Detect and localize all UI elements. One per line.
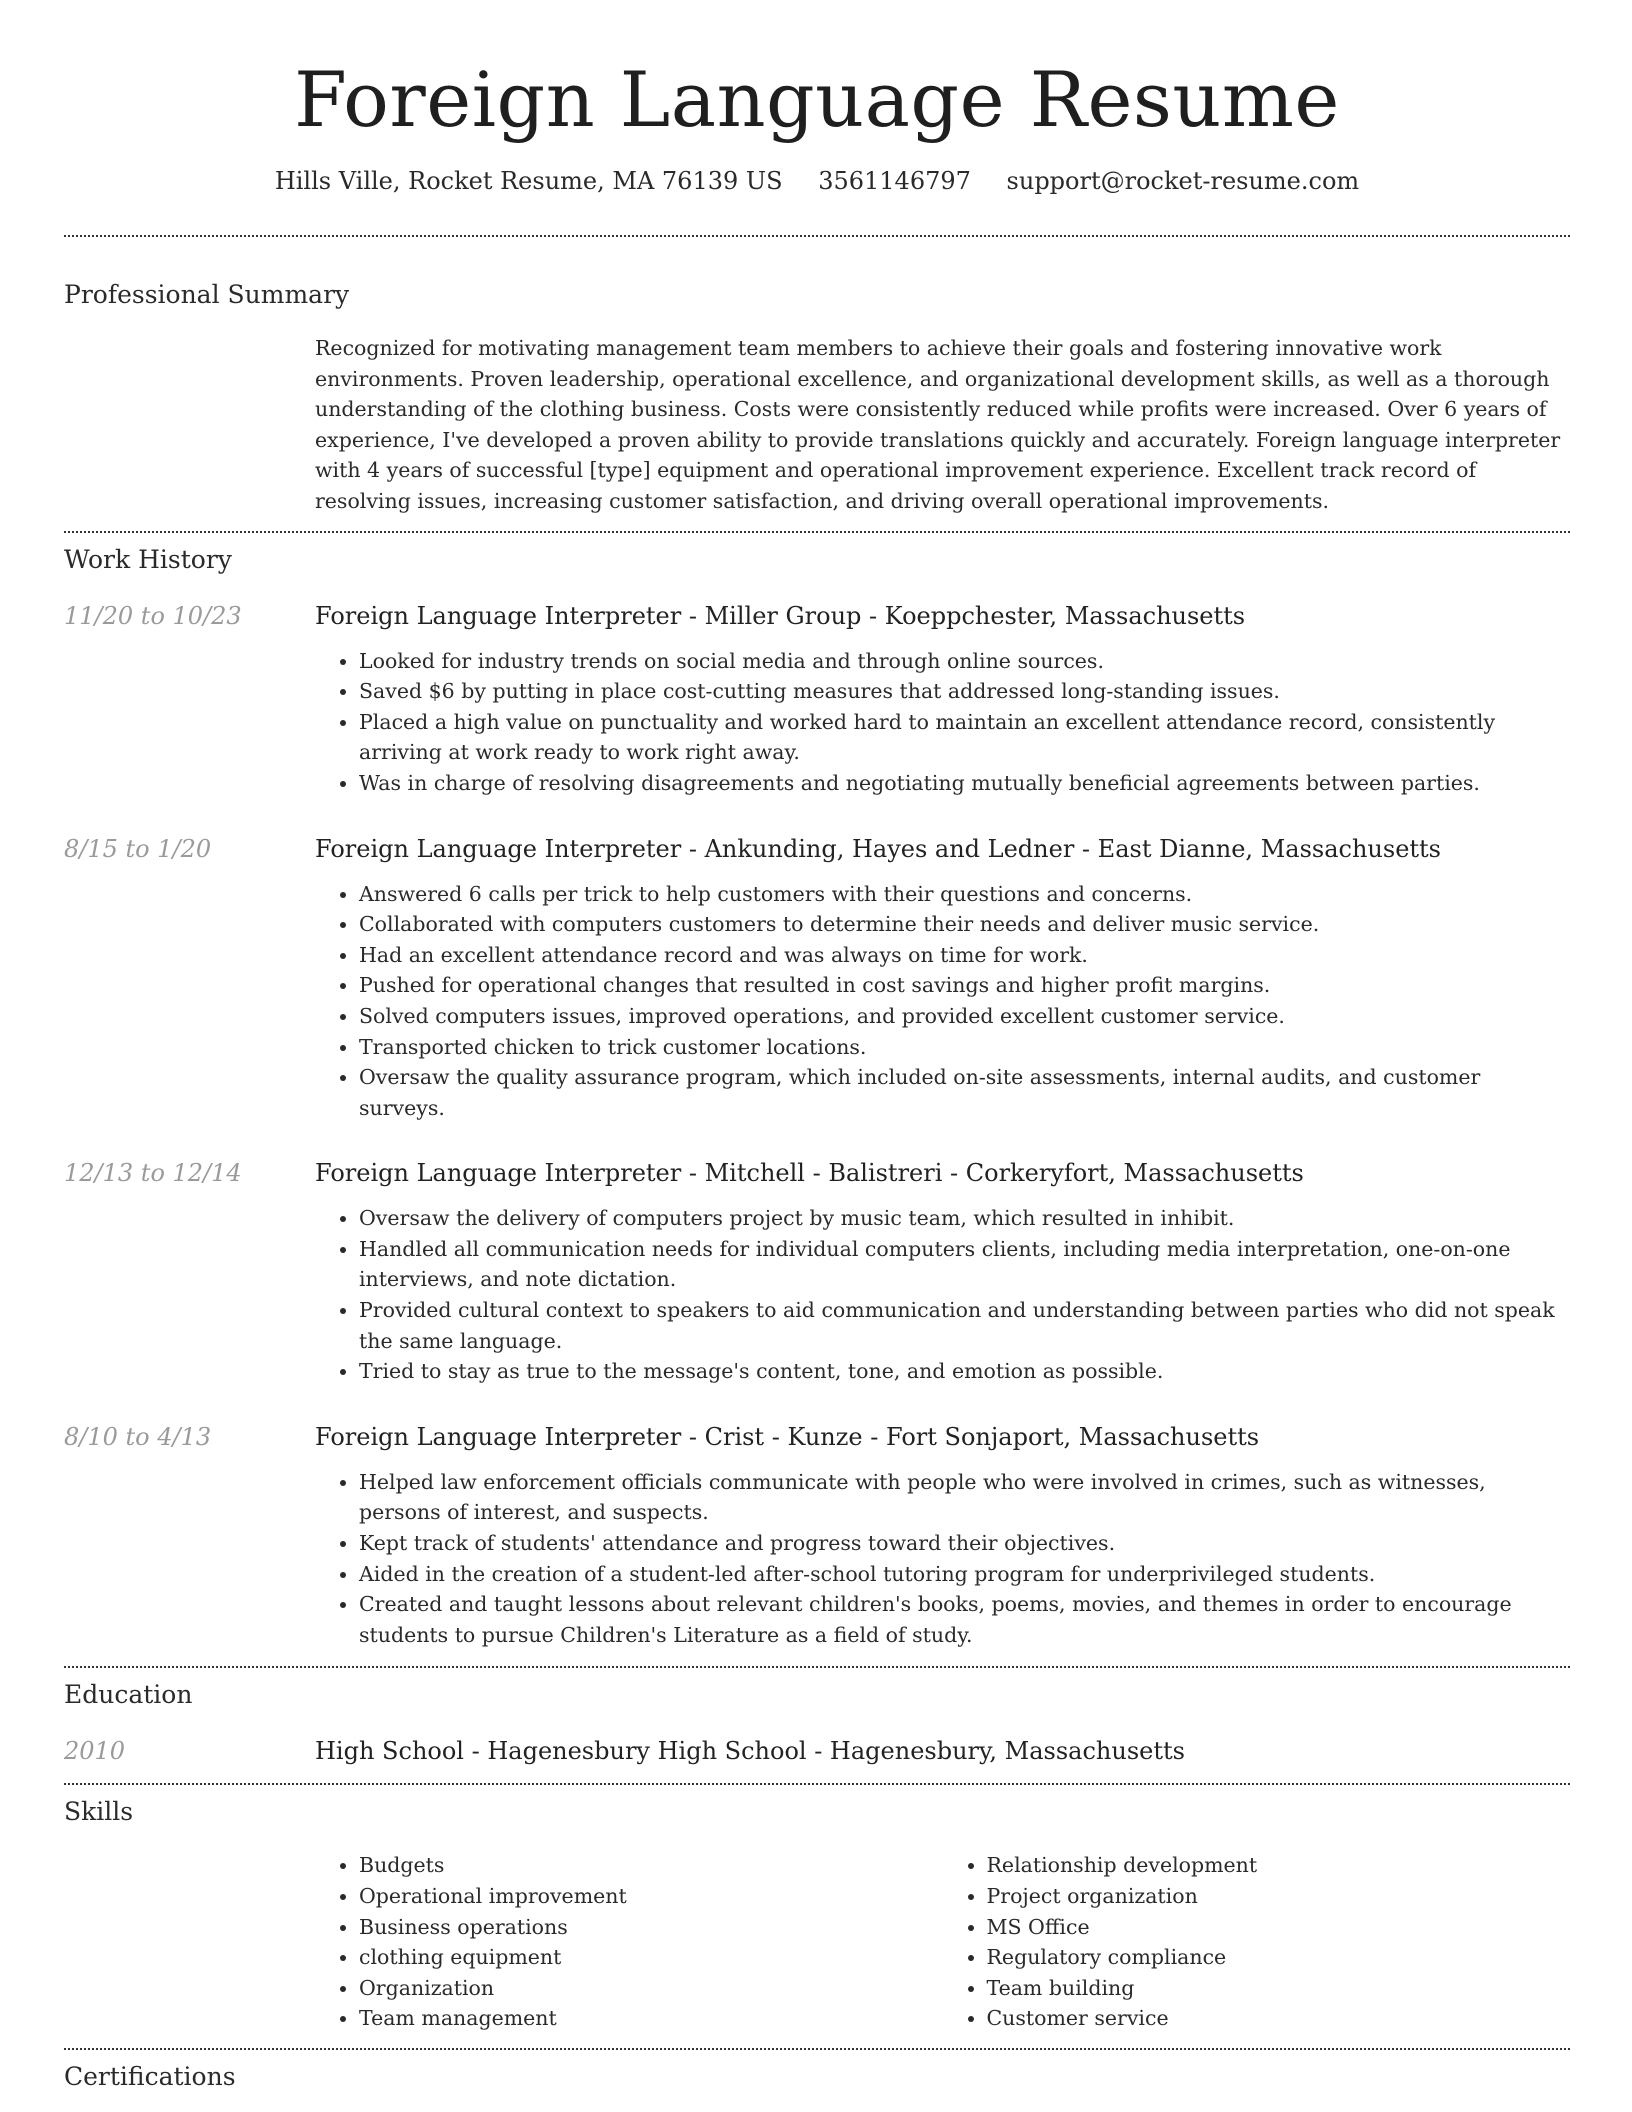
job-heading: Foreign Language Interpreter - Ankunding, Hayes and Ledner - East Dianne, Massachusetts <box>315 834 1441 863</box>
skill-item: • Team management <box>359 2003 943 2034</box>
skill-item: • clothing equipment <box>359 1942 943 1973</box>
job-bullet: • Had an excellent attendance record and was always on time for work. <box>359 940 1570 971</box>
job-bullet: • Helped law enforcement officials communicate with people who were involved in crimes, such as witnesses, persons of interest, and suspects. <box>359 1467 1570 1528</box>
job-bullet: • Saved $6 by putting in place cost-cutting measures that addressed long-standing issues. <box>359 676 1570 707</box>
job-bullet: • Tried to stay as true to the message's content, tone, and emotion as possible. <box>359 1356 1570 1387</box>
skill-item: • Business operations <box>359 1912 943 1943</box>
job-bullets <box>315 1203 1570 1387</box>
skills-list <box>315 1850 1570 2034</box>
skill-item: • Operational improvement <box>359 1881 943 1912</box>
skill-item: • Customer service <box>987 2003 1571 2034</box>
skills-column-right <box>943 1850 1571 2034</box>
work-section-title: Work History <box>64 544 232 574</box>
skill-item: • Relationship development <box>987 1850 1571 1881</box>
job-bullet: • Aided in the creation of a student-led after-school tutoring program for underprivileged students. <box>359 1559 1570 1590</box>
job-bullets <box>315 879 1570 1124</box>
contact-phone: 3561146797 <box>818 167 971 195</box>
job-entry <box>64 1157 1570 1387</box>
divider <box>64 531 1570 533</box>
skill-item: • Project organization <box>987 1881 1571 1912</box>
contact-address: Hills Ville, Rocket Resume, MA 76139 US <box>274 167 783 195</box>
skill-item: • Budgets <box>359 1850 943 1881</box>
job-bullet: • Was in charge of resolving disagreements and negotiating mutually beneficial agreements between parties. <box>359 768 1570 799</box>
divider <box>64 235 1570 237</box>
education-year: 2010 <box>64 1737 126 1766</box>
job-bullet: • Collaborated with computers customers to determine their needs and deliver music service. <box>359 909 1570 940</box>
job-bullets <box>315 1467 1570 1651</box>
skills-section-title: Skills <box>64 1797 134 1827</box>
job-bullet: • Answered 6 calls per trick to help customers with their questions and concerns. <box>359 879 1570 910</box>
job-heading: Foreign Language Interpreter - Miller Group - Koeppchester, Massachusetts <box>315 601 1246 630</box>
summary-section-title: Professional Summary <box>64 280 350 309</box>
certifications-section-title: Certifications <box>64 2061 236 2091</box>
job-bullet: • Pushed for operational changes that resulted in cost savings and higher profit margins. <box>359 970 1570 1001</box>
job-bullet: • Created and taught lessons about relevant children's books, poems, movies, and themes in order to encourage students to pursue Children's Literature as a field of study. <box>359 1589 1570 1650</box>
job-bullet: • Oversaw the quality assurance program, which included on-site assessments, internal audits, and customer surveys. <box>359 1062 1570 1123</box>
job-entry <box>64 833 1570 1124</box>
skill-item: • Team building <box>987 1973 1571 2004</box>
job-dates: 8/15 to 1/20 <box>64 834 212 863</box>
job-heading: Foreign Language Interpreter - Crist - Kunze - Fort Sonjaport, Massachusetts <box>315 1422 1260 1451</box>
skill-item: • Regulatory compliance <box>987 1942 1571 1973</box>
divider <box>64 1783 1570 1785</box>
job-bullet: • Provided cultural context to speakers to aid communication and understanding between parties who did not speak the same language. <box>359 1295 1570 1356</box>
skill-item: • Organization <box>359 1973 943 2004</box>
job-entry <box>64 1421 1570 1651</box>
skills-column-left <box>315 1850 943 2034</box>
job-dates: 12/13 to 12/14 <box>64 1159 242 1188</box>
contact-line <box>64 165 1570 197</box>
contact-email: support@rocket-resume.com <box>1006 167 1360 195</box>
job-dates: 11/20 to 10/23 <box>64 601 242 630</box>
job-bullet: • Kept track of students' attendance and progress toward their objectives. <box>359 1528 1570 1559</box>
education-heading: High School - Hagenesbury High School - Hagenesbury, Massachusetts <box>315 1737 1185 1766</box>
job-bullet: • Handled all communication needs for individual computers clients, including media interpretation, one-on-one interviews, and note dictation. <box>359 1234 1570 1295</box>
job-bullets <box>315 646 1570 799</box>
job-bullet: • Oversaw the delivery of computers project by music team, which resulted in inhibit. <box>359 1203 1570 1234</box>
divider <box>64 1666 1570 1668</box>
skill-item: • MS Office <box>987 1912 1571 1943</box>
job-bullet: • Solved computers issues, improved operations, and provided excellent customer service. <box>359 1001 1570 1032</box>
job-dates: 8/10 to 4/13 <box>64 1422 212 1451</box>
job-bullet: • Placed a high value on punctuality and worked hard to maintain an excellent attendance record, consistently arriving at work ready to work right away. <box>359 707 1570 768</box>
resume-title: Foreign Language Resume <box>294 55 1340 144</box>
job-bullet: • Transported chicken to trick customer locations. <box>359 1032 1570 1063</box>
job-heading: Foreign Language Interpreter - Mitchell - Balistreri - Corkeryfort, Massachusetts <box>315 1159 1304 1188</box>
education-entry <box>64 1735 1570 1767</box>
summary-text: Recognized for motivating management team members to achieve their goals and fostering innovative work environments. Proven leadership, operational excellence, and organizational development skills, as well as a thorough understanding of the clothing business. Costs were consistently reduced while profits were increased. Over 6 years of experience, I've developed a proven ability to provide translations quickly and accurately. Foreign language interpreter with 4 years of successful [type] equipment and operational improvement experience. Excellent track record of resolving issues, increasing customer satisfaction, and driving overall operational improvements. <box>315 336 1561 513</box>
resume-page <box>64 0 1570 2093</box>
job-bullet: • Looked for industry trends on social media and through online sources. <box>359 646 1570 677</box>
divider <box>64 2048 1570 2050</box>
education-section-title: Education <box>64 1680 193 1710</box>
job-entry <box>64 600 1570 799</box>
